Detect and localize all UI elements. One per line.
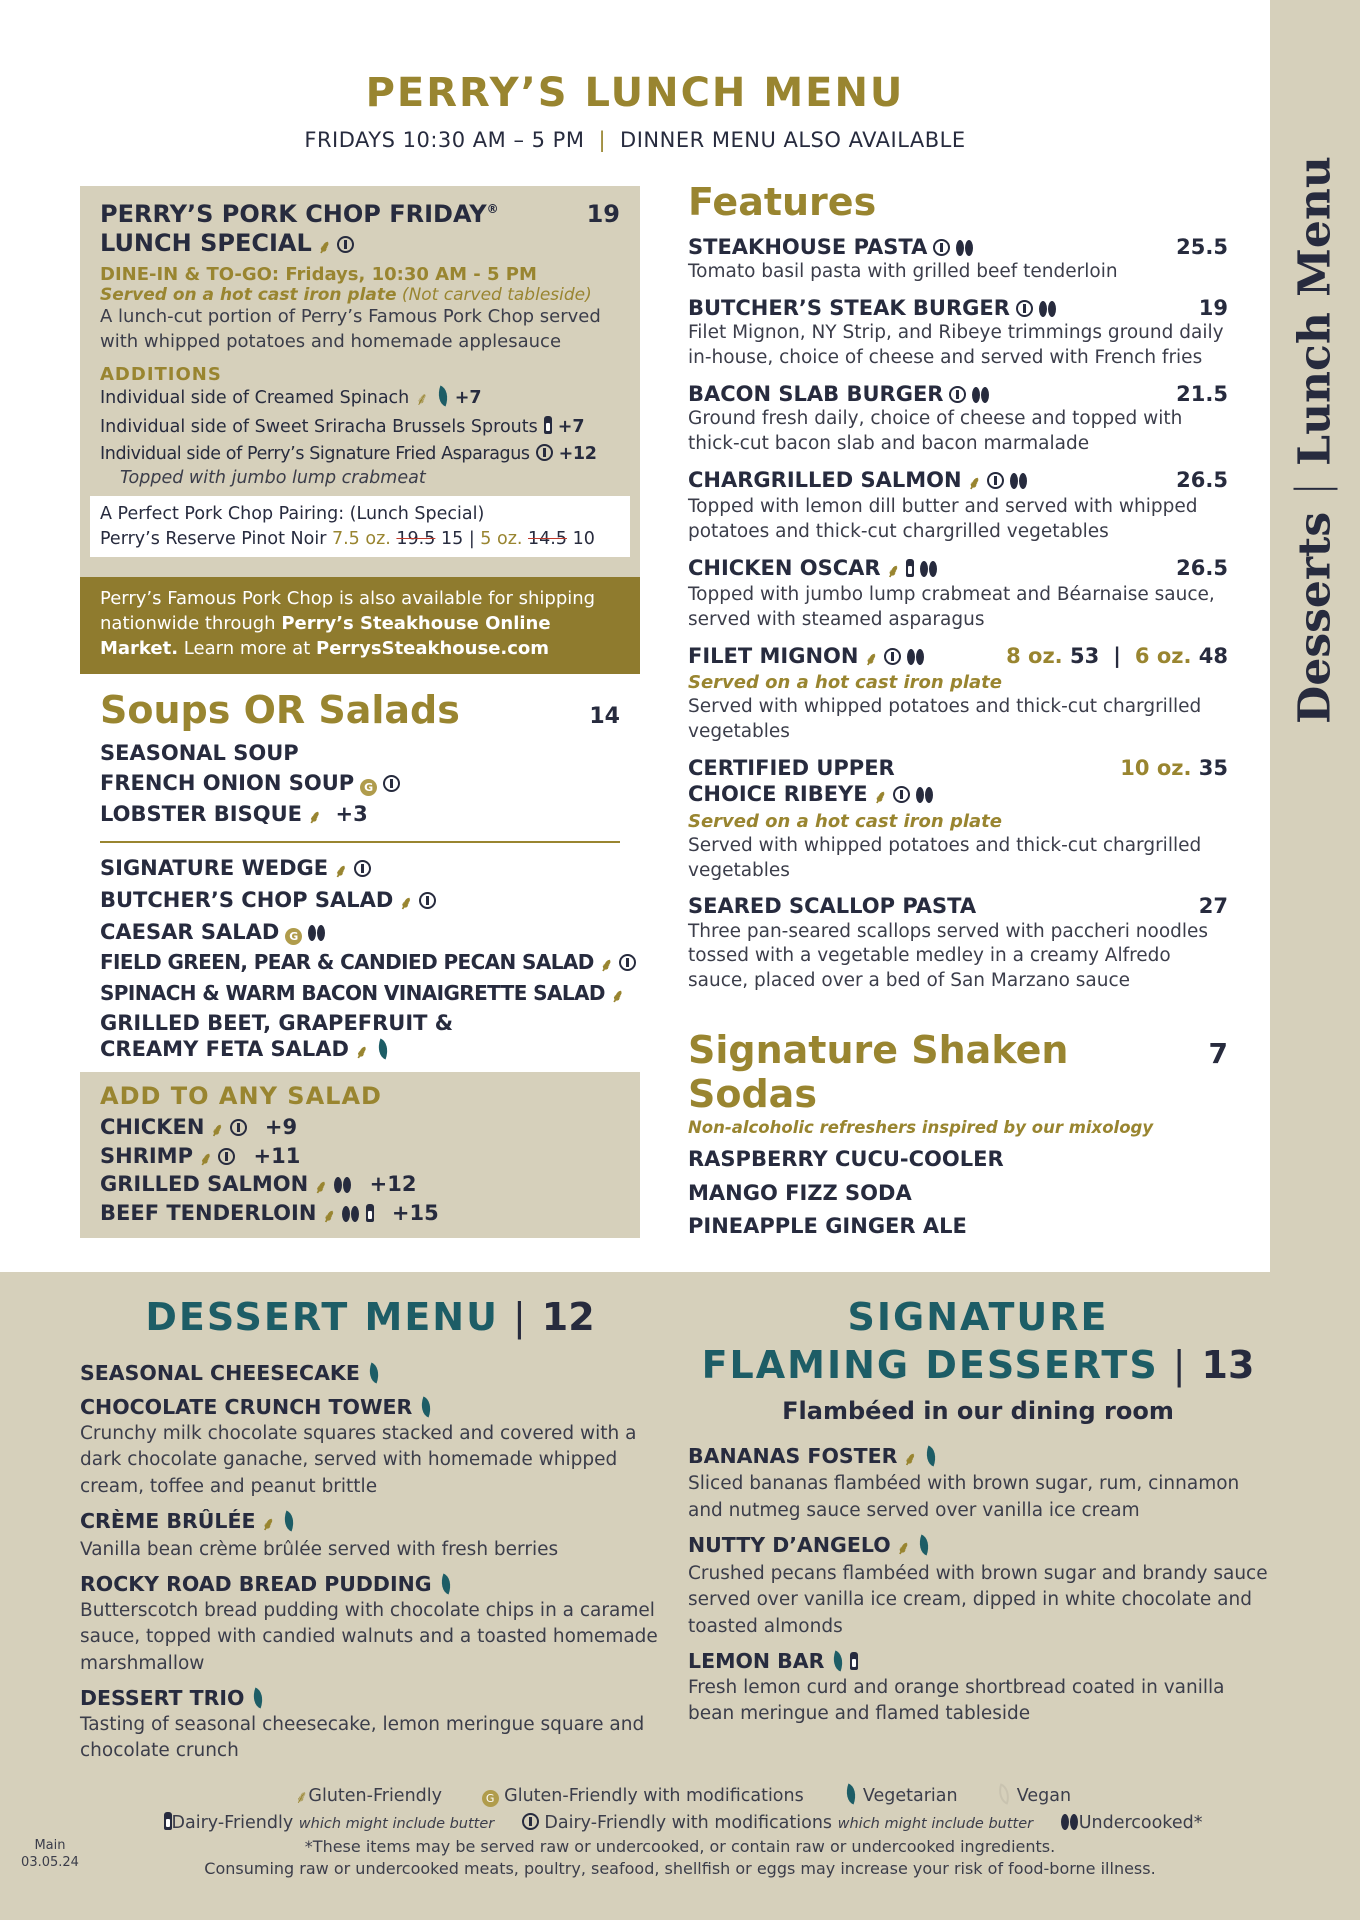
feature-item: BUTCHER’S STEAK BURGER 19 Filet Mignon, NY Strip, and Ribeye trimmings ground daily in-house, choice of cheese and served with French fries bbox=[688, 296, 1228, 369]
dairy-friendly-mod-icon bbox=[536, 444, 553, 461]
addition-item: Individual side of Creamed Spinach ⸙ +7 bbox=[100, 385, 620, 414]
pork-chop-title-line1: PERRY’S PORK CHOP FRIDAY bbox=[100, 200, 487, 228]
dairy-friendly-mod-icon bbox=[933, 239, 950, 256]
gluten-mod-icon: G bbox=[285, 928, 302, 945]
gluten-friendly-icon: ⸙ bbox=[873, 787, 888, 809]
registered-mark: ® bbox=[486, 202, 499, 216]
dairy-friendly-mod-icon bbox=[619, 954, 636, 971]
undercooked-icon bbox=[342, 1206, 360, 1222]
shipping-banner: Perry’s Famous Pork Chop is also available for shipping nationwide through Perry’s Steakhouse Online Market. Learn more at PerrysSteakhouse.com bbox=[80, 577, 640, 673]
pork-chop-description: A lunch-cut portion of Perry’s Famous Pork Chop served with whipped potatoes and homemade applesauce bbox=[100, 306, 601, 352]
undercooked-icon bbox=[1061, 1814, 1079, 1830]
vegetarian-icon bbox=[280, 1511, 297, 1532]
soups-price: 14 bbox=[589, 703, 620, 729]
feature-item: CHICKEN OSCAR ⸙ 26.5 Topped with jumbo lump crabmeat and Béarnaise sauce, served with steamed asparagus bbox=[688, 555, 1228, 630]
dessert-item: SEASONAL CHEESECAKE bbox=[80, 1360, 660, 1387]
pork-chop-title-line2: LUNCH SPECIAL bbox=[100, 228, 312, 257]
add-to-salad-panel bbox=[80, 1072, 640, 1238]
pork-chop-panel bbox=[80, 186, 640, 577]
undercooked-icon bbox=[1010, 473, 1028, 489]
addition-item: Individual side of Perry’s Signature Fried Asparagus +12 bbox=[100, 444, 597, 465]
gluten-friendly-icon: ⸙ bbox=[210, 1120, 224, 1142]
dairy-friendly-icon bbox=[850, 1652, 858, 1670]
gluten-friendly-icon: ⸙ bbox=[610, 985, 624, 1007]
soda-item: RASPBERRY CUCU-COOLER bbox=[688, 1146, 1004, 1171]
dairy-friendly-mod-icon bbox=[383, 775, 400, 792]
dessert-item: CHOCOLATE CRUNCH TOWER Crunchy milk chocolate squares stacked and covered with a dark chocolate ganache, served with homemade whipped cream, toffee and peanut brittle bbox=[80, 1395, 637, 1497]
additions-heading: ADDITIONS bbox=[100, 364, 222, 386]
legend-row-2: Dairy-Friendly which might include butter Dairy-Friendly with modifications which might include butter Undercooked* bbox=[0, 1811, 1360, 1836]
gluten-friendly-icon: ⸙ bbox=[886, 560, 901, 582]
page-subtitle bbox=[0, 128, 1270, 152]
gluten-friendly-icon: ⸙ bbox=[896, 1538, 911, 1560]
subtitle-separator: | bbox=[598, 128, 607, 152]
undercooked-disclaimer: *These items may be served raw or undercooked, or contain raw or undercooked ingredients. bbox=[304, 1837, 1056, 1857]
vegetarian-icon bbox=[418, 1397, 435, 1418]
gluten-friendly-icon: ⸙ bbox=[415, 389, 429, 411]
salad-item: CREAMY FETA SALAD ⸙ bbox=[100, 1036, 620, 1065]
dairy-friendly-mod-icon bbox=[1016, 300, 1033, 317]
dietary-legend bbox=[0, 1784, 1360, 1880]
pairing-line: Perry’s Reserve Pinot Noir 7.5 oz. 19.5 15 | 5 oz. 14.5 10 bbox=[100, 528, 595, 549]
ribeye-item: CERTIFIED UPPER 10 oz. 35 CHOICE RIBEYE ⸙ Served on a hot cast iron plate Served with whipped potatoes and thick-cut chargrilled vegetables bbox=[688, 755, 1228, 881]
gluten-friendly-icon: ⸙ bbox=[903, 1449, 917, 1470]
soup-item: FRENCH ONION SOUP G bbox=[100, 768, 620, 798]
soda-item: PINEAPPLE GINGER ALE bbox=[688, 1214, 967, 1239]
vegetarian-icon bbox=[374, 1038, 391, 1059]
addition-item: Individual side of Sweet Sriracha Brussels Sprouts +7 bbox=[100, 417, 585, 438]
feature-item: BACON SLAB BURGER 21.5 Ground fresh daily, choice of cheese and topped with thick-cut bacon slab and bacon marmalade bbox=[688, 381, 1228, 454]
soups-heading-row bbox=[100, 688, 620, 732]
flaming-heading: SIGNATURE FLAMING DESSERTS | 13 bbox=[701, 1295, 1255, 1387]
dairy-friendly-mod-icon bbox=[354, 860, 371, 877]
undercooked-icon bbox=[956, 240, 974, 256]
dairy-friendly-mod-icon bbox=[419, 892, 436, 909]
salad-addon: GRILLED SALMON ⸙ +12 bbox=[100, 1172, 417, 1199]
version-date: 03.05.24 bbox=[21, 1854, 79, 1870]
dairy-friendly-mod-icon bbox=[230, 1119, 247, 1136]
vegetarian-icon bbox=[915, 1535, 932, 1556]
gluten-friendly-icon: ⸙ bbox=[967, 472, 982, 494]
dairy-friendly-mod-icon bbox=[949, 386, 966, 403]
wine-pairing-box bbox=[90, 496, 630, 557]
gluten-friendly-icon: ⸙ bbox=[599, 954, 613, 976]
dessert-item: DESSERT TRIO Tasting of seasonal cheesecake, lemon meringue square and chocolate crunch bbox=[80, 1685, 645, 1762]
gluten-friendly-icon: ⸙ bbox=[314, 1177, 328, 1199]
dinner-note: DINNER MENU ALSO AVAILABLE bbox=[620, 128, 966, 152]
salad-item: SIGNATURE WEDGE ⸙ bbox=[100, 853, 620, 885]
gluten-friendly-icon: ⸙ bbox=[399, 893, 413, 915]
dairy-friendly-mod-icon bbox=[337, 236, 354, 253]
soups-heading: Soups OR Salads bbox=[100, 687, 460, 732]
hours-text: FRIDAYS 10:30 AM – 5 PM bbox=[304, 128, 585, 152]
dessert-menu bbox=[80, 1294, 660, 1765]
soups-salads-section bbox=[80, 674, 640, 1065]
gluten-friendly-icon: ⸙ bbox=[334, 860, 348, 882]
dairy-friendly-icon bbox=[544, 416, 552, 434]
dairy-friendly-mod-icon bbox=[884, 648, 901, 665]
website-link[interactable]: PerrysSteakhouse.com bbox=[316, 638, 550, 660]
salad-addon: BEEF TENDERLOIN ⸙ +15 bbox=[100, 1200, 439, 1227]
soup-item: LOBSTER BISQUE ⸙ +3 bbox=[100, 799, 620, 831]
flaming-subtitle: Flambéed in our dining room bbox=[782, 1397, 1174, 1425]
vegetarian-icon bbox=[434, 386, 451, 407]
salad-item: BUTCHER’S CHOP SALAD ⸙ bbox=[100, 885, 620, 917]
salad-addon: CHICKEN ⸙ +9 bbox=[100, 1115, 298, 1142]
soda-item: MANGO FIZZ SODA bbox=[688, 1180, 912, 1205]
gluten-friendly-icon: ⸙ bbox=[261, 1514, 276, 1536]
dairy-friendly-mod-icon bbox=[987, 472, 1004, 489]
side-tab-labels bbox=[1290, 156, 1341, 724]
vegan-icon bbox=[995, 1783, 1014, 1805]
dairy-friendly-mod-icon bbox=[522, 1813, 539, 1830]
old-price: 19.5 bbox=[396, 528, 436, 549]
dessert-item: LEMON BAR Fresh lemon curd and orange shortbread coated in vanilla bean meringue and flamed tableside bbox=[688, 1649, 1225, 1725]
menu-header bbox=[0, 70, 1270, 152]
scallop-item: SEARED SCALLOP PASTA 27 Three pan-seared scallops served with paccheri noodles tossed with a vegetable medley in a creamy Alfredo sauce, placed over a bed of San Marzano sauce bbox=[688, 894, 1228, 992]
dessert-item: ROCKY ROAD BREAD PUDDING Butterscotch bread pudding with chocolate chips in a caramel sauce, topped with candied walnuts and a toasted homemade marshmallow bbox=[80, 1571, 658, 1674]
salad-item: GRILLED BEET, GRAPEFRUIT & bbox=[100, 1010, 454, 1035]
undercooked-icon bbox=[334, 1177, 352, 1193]
salad-item: SPINACH & WARM BACON VINAIGRETTE SALAD ⸙ bbox=[100, 979, 620, 1010]
side-tab-desserts[interactable]: Desserts bbox=[1289, 511, 1341, 724]
right-column bbox=[688, 180, 1228, 1244]
undercooked-icon bbox=[1039, 301, 1057, 317]
dairy-friendly-mod-icon bbox=[893, 786, 910, 803]
gluten-friendly-icon: ⸙ bbox=[307, 806, 322, 828]
gluten-friendly-icon: ⸙ bbox=[322, 1205, 336, 1227]
undercooked-icon bbox=[920, 561, 938, 577]
gluten-friendly-icon: ⸙ bbox=[355, 1041, 369, 1063]
side-tab bbox=[1270, 0, 1360, 1272]
salad-addon: SHRIMP ⸙ +11 bbox=[100, 1143, 301, 1170]
dairy-friendly-icon bbox=[164, 1812, 172, 1830]
side-tab-lunch[interactable]: Lunch Menu bbox=[1289, 156, 1341, 466]
sodas-subtitle: Non-alcoholic refreshers inspired by our mixology bbox=[688, 1117, 1154, 1137]
vegetarian-icon bbox=[437, 1573, 454, 1594]
undercooked-icon bbox=[907, 649, 925, 665]
salad-item: CAESAR SALAD G bbox=[100, 917, 620, 947]
undercooked-icon bbox=[916, 787, 934, 803]
vegetarian-icon bbox=[250, 1687, 267, 1708]
food-safety-disclaimer: Consuming raw or undercooked meats, poultry, seafood, shellfish or eggs may increase your risk of food-borne illness. bbox=[204, 1859, 1156, 1879]
vegetarian-icon bbox=[365, 1362, 382, 1383]
gluten-friendly-icon: ⸙ bbox=[317, 236, 332, 258]
vegetarian-icon bbox=[830, 1651, 847, 1672]
dessert-item: BANANAS FOSTER ⸙ Sliced bananas flambéed with brown sugar, rum, cinnamon and nutmeg sauce served over vanilla ice cream bbox=[688, 1444, 1240, 1521]
page-title: PERRY’S LUNCH MENU bbox=[365, 70, 905, 116]
dairy-friendly-mod-icon bbox=[218, 1148, 235, 1165]
undercooked-icon bbox=[972, 387, 990, 403]
dairy-friendly-icon bbox=[906, 559, 914, 577]
left-column bbox=[80, 186, 640, 1238]
dessert-item: CRÈME BRÛLÉE ⸙ Vanilla bean crème brûlée served with fresh berries bbox=[80, 1509, 559, 1560]
old-price: 14.5 bbox=[528, 528, 567, 549]
dine-in-hours: DINE-IN & TO-GO: Fridays, 10:30 AM - 5 PM bbox=[100, 264, 537, 286]
pork-chop-price: 19 bbox=[586, 200, 620, 228]
salad-item: FIELD GREEN, PEAR & CANDIED PECAN SALAD ⸙ bbox=[100, 948, 620, 979]
dessert-item: NUTTY D’ANGELO ⸙ Crushed pecans flambéed with brown sugar and brandy sauce served over vanilla ice cream, dipped in white chocolate and toasted almonds bbox=[688, 1533, 1268, 1637]
sodas-price: 7 bbox=[1208, 1036, 1228, 1070]
gluten-mod-icon: G bbox=[482, 1790, 499, 1807]
add-to-salad-heading: ADD TO ANY SALAD bbox=[100, 1082, 382, 1111]
undercooked-icon bbox=[308, 925, 326, 941]
dairy-friendly-icon bbox=[366, 1204, 374, 1222]
gluten-friendly-icon: ⸙ bbox=[294, 1787, 309, 1808]
menu-version bbox=[20, 1838, 80, 1872]
gluten-friendly-icon: ⸙ bbox=[864, 648, 878, 670]
sodas-heading-row bbox=[688, 1028, 1228, 1116]
pork-chop-title bbox=[100, 200, 620, 258]
vegetarian-icon bbox=[922, 1445, 939, 1466]
features-heading: Features bbox=[688, 180, 877, 224]
sodas-heading: Signature Shaken Sodas bbox=[688, 1027, 1069, 1116]
gluten-mod-icon: G bbox=[360, 779, 377, 796]
filet-mignon-item: FILET MIGNON ⸙ 8 oz. 53 | 6 oz. 48 Served on a hot cast iron plate Served with whipped potatoes and thick-cut chargrilled vegetables bbox=[688, 643, 1228, 743]
feature-item: CHARGRILLED SALMON ⸙ 26.5 Topped with lemon dill butter and served with whipped potatoes and thick-cut chargrilled vegetables bbox=[688, 467, 1228, 542]
vegetarian-icon bbox=[843, 1783, 860, 1804]
dessert-menu-heading: DESSERT MENU | 12 bbox=[145, 1295, 595, 1339]
gluten-friendly-icon: ⸙ bbox=[198, 1148, 213, 1170]
side-tab-divider bbox=[1293, 488, 1337, 490]
legend-row-1: ⸙Gluten-Friendly G Gluten-Friendly with modifications Vegetarian Vegan bbox=[0, 1784, 1360, 1811]
feature-item: STEAKHOUSE PASTA 25.5 Tomato basil pasta with grilled beef tenderloin bbox=[688, 235, 1228, 283]
soup-item: SEASONAL SOUP bbox=[100, 740, 299, 765]
served-note: Served on a hot cast iron plate (Not carved tableside) bbox=[100, 285, 592, 306]
asparagus-note: Topped with jumbo lump crabmeat bbox=[120, 468, 426, 489]
pairing-title: A Perfect Pork Chop Pairing: (Lunch Special) bbox=[100, 504, 485, 525]
flaming-desserts bbox=[688, 1294, 1268, 1728]
section-divider bbox=[100, 841, 620, 843]
version-label: Main bbox=[34, 1838, 66, 1853]
